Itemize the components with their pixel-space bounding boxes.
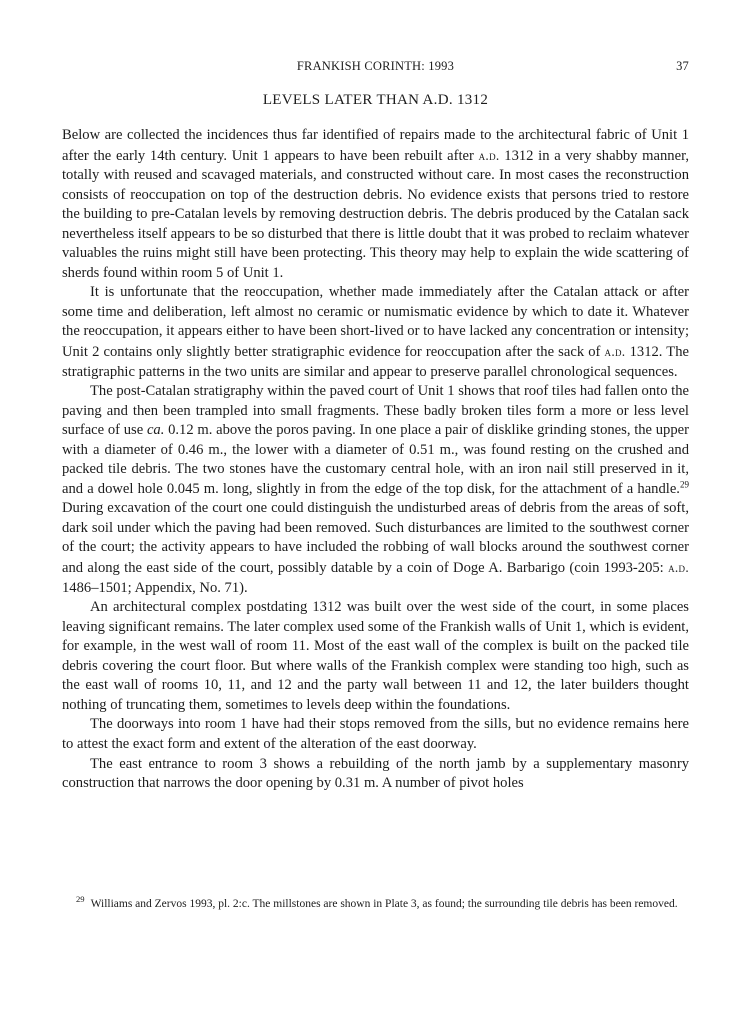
page-number: 37	[676, 59, 689, 73]
footnote-text: Williams and Zervos 1993, pl. 2:c. The millstones are shown in Plate 3, as found; the surrounding tile debris has been removed.	[90, 898, 678, 910]
paragraph-4: An architectural complex postdating 1312 was built over the west side of the court, in some places leaving significant remains. The later complex used some of the Frankish walls of Unit 1, which is evident, for example, in the west wall of room 11. Most of the east wall of the complex is built on the packed tile debris covering the court floor. But where walls of the Frankish complex were standing too high, such as the east wall of rooms 10, 11, and 12 and the party wall between 11 and 12, the later builders thought nothing of truncating them, sometimes to levels deep within the foundations.	[62, 599, 689, 713]
running-head-title: FRANKISH CORINTH: 1993	[296, 59, 455, 73]
section-title: LEVELS LATER THAN A.D. 1312	[262, 92, 489, 108]
footnote-number: 29	[76, 894, 85, 905]
footnote-reference[interactable]: 29	[679, 479, 689, 490]
footnote	[62, 896, 689, 913]
body-text	[62, 126, 689, 794]
paragraph-5: The doorways into room 1 have had their stops removed from the sills, but no evidence remains here to attest the exact form and extent of the alteration of the east doorway.	[62, 716, 689, 752]
running-head	[62, 59, 689, 77]
paragraph-3: The post-Catalan stratigraphy within the paved court of Unit 1 shows that roof tiles had fallen onto the paving and then been trampled into small fragments. These badly broken tiles form a more or less level surface of use ca. 0.12 m. above the poros paving. In one place a pair of disklike grinding stones, the upper with a diameter of 0.46 m., the lower with a diameter of 0.51 m., was found resting on the crushed and packed tile debris. The two stones have the customary central hole, with an iron nail still preserved in it, and a dowel hole 0.045 m. long, slightly in from the edge of the top disk, for the attachment of a handle.$^{29}$ During excavation of the court one could distinguish the undisturbed areas of debris from the areas of soft, dark soil under which the paving had been removed. Such disturbances are limited to the southwest corner of the court; the activity appears to have included the robbing of wall blocks around the southwest corner and along the east side of the court, possibly datable by a coin of Doge A. Barbarigo (coin 1993-205: a.d. 1486–1501; Appendix, No. 71).	[62, 383, 689, 596]
paragraph-6: The east entrance to room 3 shows a rebuilding of the north jamb by a supplementary masonry construction that narrows the door opening by 0.31 m. A number of pivot holes	[62, 755, 689, 792]
paragraph-1: Below are collected the incidences thus far identified of repairs made to the architectural fabric of Unit 1 after the early 14th century. Unit 1 appears to have been rebuilt after a.d. 1312 in a very shabby manner, totally with reused and scavaged materials, and constructed without care. In most cases the reconstruction consists of reoccupation on top of the destruction debris. No evidence exists that persons tried to restore the building to pre-Catalan levels by removing destruction debris. The debris produced by the Catalan sack nevertheless itself appears to be so disturbed that there is little doubt that it was probed to reclaim whatever valuables the ruins might still have been protecting. This theory may help to explain the wide scattering of sherds found within room 5 of Unit 1.	[62, 127, 690, 281]
paragraph-2: It is unfortunate that the reoccupation, whether made immediately after the Catalan attack or after some time and deliberation, left almost no ceramic or numismatic evidence by which to date it. Whatever the reoccupation, it appears either to have been short-lived or to have lacked any concentration or intensity; Unit 2 contains only slightly better stratigraphic evidence for reoccupation after the sack of a.d. 1312. The stratigraphic patterns in the two units are similar and appear to preserve parallel chronological sequences.	[62, 284, 689, 380]
